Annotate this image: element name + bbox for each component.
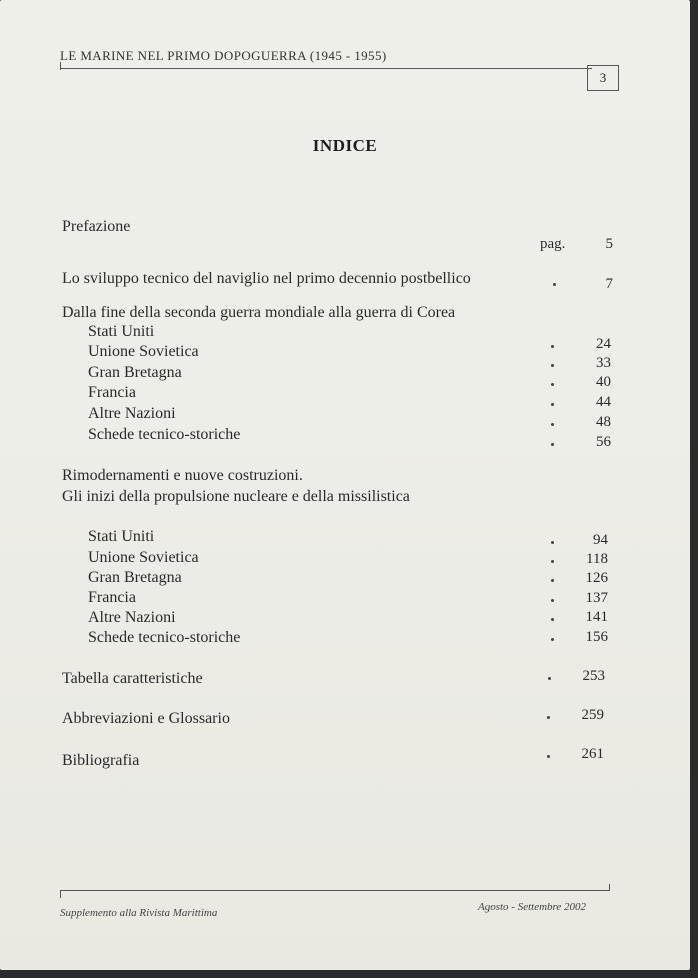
toc-subentry: Stati Uniti	[88, 528, 155, 545]
toc-subentry: Schede tecnico-storiche	[88, 426, 241, 443]
toc-page-tabella: 253	[582, 668, 605, 684]
toc-subentry-page: 94	[593, 532, 608, 548]
toc-section-heading: Dalla fine della seconda guerra mondiale alla guerra di Corea	[62, 304, 456, 321]
toc-entry-abbreviazioni: Abbreviazioni e Glossario	[62, 710, 230, 727]
toc-entry-tabella: Tabella caratteristiche	[62, 670, 203, 687]
footer-publication: Supplemento alla Rivista Marittima	[60, 907, 218, 919]
toc-subentry: Gran Bretagna	[88, 569, 182, 586]
toc-subentry-page: 24	[596, 336, 611, 352]
toc-pag-label: pag.	[540, 236, 566, 252]
toc-leader-dot	[551, 618, 554, 621]
toc-leader-dot	[547, 716, 550, 719]
toc-subentry: Altre Nazioni	[88, 609, 176, 626]
toc-leader-dot	[551, 638, 554, 641]
toc-leader-dot	[551, 443, 554, 446]
toc-subentry: Unione Sovietica	[88, 343, 199, 360]
toc-subentry-page: 137	[585, 590, 608, 606]
toc-subentry-page: 48	[596, 414, 611, 430]
toc-leader-dot	[551, 364, 554, 367]
toc-leader-dot	[551, 345, 554, 348]
toc-subentry-page: 40	[596, 374, 611, 390]
toc-leader-dot	[547, 755, 550, 758]
toc-subentry: Schede tecnico-storiche	[88, 629, 241, 646]
header-rule	[60, 68, 592, 69]
toc-page-abbreviazioni: 259	[581, 707, 604, 723]
toc-leader-dot	[551, 560, 554, 563]
toc-subentry: Gran Bretagna	[88, 364, 182, 381]
toc-subentry-page: 118	[586, 551, 608, 567]
toc-entry-bibliografia: Bibliografia	[62, 752, 140, 769]
toc-subentry: Stati Uniti	[88, 323, 155, 340]
toc-section-heading: Rimodernamenti e nuove costruzioni.	[62, 467, 303, 484]
toc-page-prefazione: 5	[605, 236, 613, 252]
toc-leader-dot	[553, 283, 556, 286]
toc-leader-dot	[551, 579, 554, 582]
toc-subentry-page: 141	[585, 609, 608, 625]
toc-entry-prefazione: Prefazione	[62, 218, 131, 235]
toc-leader-dot	[551, 403, 554, 406]
toc-subentry: Altre Nazioni	[88, 405, 176, 422]
toc-leader-dot	[551, 383, 554, 386]
toc-leader-dot	[551, 541, 554, 544]
toc-subentry: Unione Sovietica	[88, 549, 199, 566]
toc-subentry-page: 126	[585, 570, 608, 586]
toc-page-sviluppo: 7	[605, 276, 613, 292]
toc-entry-sviluppo: Lo sviluppo tecnico del naviglio nel primo decennio postbellico	[62, 270, 471, 287]
page-title: INDICE	[312, 136, 378, 155]
toc-subentry-page: 33	[596, 355, 611, 371]
toc-subentry-page: 156	[585, 629, 608, 645]
toc-leader-dot	[548, 677, 551, 680]
toc-page-bibliografia: 261	[581, 746, 604, 762]
toc-subentry-page: 56	[596, 434, 611, 450]
toc-subentry: Francia	[88, 384, 136, 401]
page-number: 3	[587, 65, 619, 91]
footer-rule-tick	[60, 890, 61, 898]
toc-section-heading: Gli inizi della propulsione nucleare e della missilistica	[62, 488, 410, 505]
toc-subentry-page: 44	[596, 394, 611, 410]
running-header: LE MARINE NEL PRIMO DOPOGUERRA (1945 - 1955)	[60, 48, 387, 63]
toc-leader-dot	[551, 599, 554, 602]
toc-leader-dot	[551, 423, 554, 426]
footer-date: Agosto - Settembre 2002	[478, 901, 587, 913]
footer-rule	[60, 890, 610, 891]
toc-subentry: Francia	[88, 589, 136, 606]
